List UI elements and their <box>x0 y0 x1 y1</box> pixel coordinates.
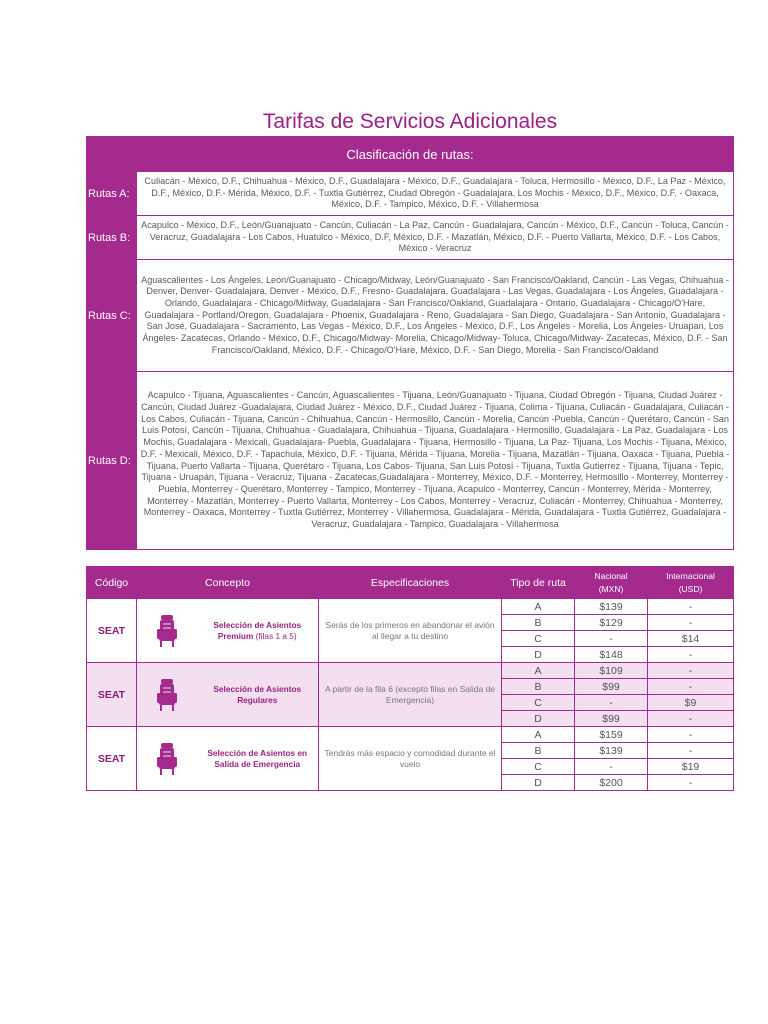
fee-row <box>87 599 734 615</box>
route-type-cell: D <box>502 647 575 663</box>
national-price-cell: $129 <box>575 615 648 631</box>
international-price-cell: - <box>648 615 734 631</box>
international-price-cell: - <box>648 599 734 615</box>
route-type-cell: A <box>502 727 575 743</box>
route-type-cell: A <box>502 599 575 615</box>
routes-header: Clasificación de rutas: <box>87 137 734 172</box>
fee-concept <box>197 663 319 727</box>
route-type-cell: D <box>502 711 575 727</box>
route-label-d: Rutas D: <box>87 372 137 550</box>
route-label-b: Rutas B: <box>87 216 137 260</box>
header-national <box>575 567 648 599</box>
fee-spec: Serás de los primeros en abandonar el avión al llegar a tu destino <box>319 599 502 663</box>
international-price-cell: $9 <box>648 695 734 711</box>
header-international <box>648 567 734 599</box>
international-price-cell: - <box>648 711 734 727</box>
national-price-cell: $139 <box>575 743 648 759</box>
fees-table <box>86 566 734 791</box>
route-type-cell: C <box>502 631 575 647</box>
route-type-cell: B <box>502 743 575 759</box>
fee-concept <box>197 727 319 791</box>
header-international-line2: (USD) <box>678 583 703 594</box>
header-code: Código <box>87 567 137 599</box>
seat-icon <box>137 663 197 727</box>
route-label-c: Rutas C: <box>87 260 137 372</box>
fee-concept-bold: Selección de Asientos en Salida de Emergencia <box>207 747 308 769</box>
route-type-cell: D <box>502 775 575 791</box>
national-price-cell: $139 <box>575 599 648 615</box>
header-concept: Concepto <box>137 567 319 599</box>
seat-icon <box>137 599 197 663</box>
national-price-cell: $99 <box>575 679 648 695</box>
national-price-cell: - <box>575 695 648 711</box>
route-text-a: Culiacán - México, D.F., Chihuahua - México, D.F., Guadalajara - México, D.F., Guadalajara - Toluca, Hermosillo - México, D.F., La Paz - México, D.F., México, D.F.- Mérida, México, D.F. - Tuxtla Gutiérrez, Ciudad Obregón - Guadalajara, Los Mochis - México, D.F., México, D.F. - Oaxaca, México, D.F. - Tampico, México, D.F. - Villahermosa <box>137 172 734 216</box>
header-international-line1: Internacional <box>666 570 715 581</box>
route-type-cell: B <box>502 615 575 631</box>
fee-code: SEAT <box>87 727 137 791</box>
international-price-cell: - <box>648 775 734 791</box>
international-price-cell: - <box>648 727 734 743</box>
header-national-line1: Nacional <box>594 570 628 581</box>
route-text-d: Acapulco - Tijuana, Aguascalientes - Cancún, Aguascalientes - Tijuana, León/Guanajuato - Tijuana, Ciudad Obregón - Tijuana, Ciudad Juárez - Cancún, Ciudad Juárez -Guadalajara, Ciudad Juárez - México, D.F., Ciudad Juárez - Tijuana, Colima - Tijuana, Culiacán - Guadalajara, Culiacán - Los Cabos, Culiacán - Tijuana, Cancún - Chihuahua, Cancún - Hermosillo, Cancún - Morelia, Cancún -Puebla, Cancún - Querétaro, Cancún - San Luis Potosí, Cancún - Tijuana, Chihuahua - Guadalajara, Chihuahua - Tijuana, Guadalajara - Hermosillo, Guadalajara - La Paz, Guadalajara - Los Mochis, Guadalajara - Mexicali, Guadalajara- Puebla, Guadalajara - Tijuana, Hermosillo - Tijuana, La Paz- Tijuana, Los Mochis - Tijuana, México, D.F. - Mexicali, México, D.F. - Tapachula, México, D.F. - Tijuana, Mérida - Tijuana, Morelia - Tijuana, Mazatlán - Tijuana, Oaxaca - Tijuana, Puebla - Tijuana, Puerto Vallarta - Tijuana, Querétaro - Tijuana, Los Cabos- Tijuana, San Luis Potosí - Tijuana, Tuxtla Gutierrez - Tijuana, Tijuana - Tepic, Tijuana - Uruapán, Tijuana - Veracruz, Tijuana - Zacatecas,Guadalajara - Monterrey, México, D.F. - Monterrey, Hermosillo - Monterrey, Monterrey - Puebla, Monterrey - Querétaro, Monterrey - Tampico, Monterrey - Tijuana, Acapulco - Monterrey, Cancún - Monterrey, Mérida - Monterrey, Monterrey - Mazatlán, Monterrey - Puerto Vallarta, Monterrey - Los Cabos, Monterrey - Veracruz, Culiacán - Monterrey, Chihuahua - Monterrey, Monterrey - Oaxaca, Monterrey - Tuxtla Gutiérrez, Monterrey - Villahermosa, Guadalajara - Mérida, Guadalajara - Tuxtla Gutiérrez, Guadalajara - Veracruz, Guadalajara - Tampico, Guadalajara - Villahermosa <box>137 372 734 550</box>
national-price-cell: $200 <box>575 775 648 791</box>
route-type-cell: C <box>502 759 575 775</box>
route-text-c: Aguascalientes - Los Ángeles, León/Guanajuato - Chicago/Midway, León/Guanajuato - San Francisco/Oakland, Cancún - Las Vegas, Chihuahua - Denver, Denver- Guadalajara, Denver - México, D.F., Fresno- Guadalajara, Guadalajara - Las Vegas, Guadalajara - Los Ángeles, Guadalajara - Orlando, Guadalajara - Chicago/Midway, Guadalajara - San Francisco/Oakland, Guadalajara - Ontario, Guadalajara - Chicago/O'Hare, Guadalajara - Portland/Oregon, Guadalajara - Phoenix, Guadalajara - Reno, Guadalajara - San Diego, Guadalajara - San Antonio, Guadalajara - San José, Guadalajara - Sacramento, Las Vegas - México, D.F., Los Ángeles - México, D.F., Los Ángeles - Morelia, Los Ángeles- Uruapan, Los Ángeles- Zacatecas, Orlando - México, D.F., Chicago/Midway- Morelia, Chicago/Midway- Toluca, Chicago/Midway- Zacatecas, México, D.F. - San Francisco/Oakland, México, D.F. - Chicago/O'Hare, México, D.F. - San Diego, Morelia - San Francisco/Oakland <box>137 260 734 372</box>
fee-spec: Tendrás más espacio y comodidad durante el vuelo <box>319 727 502 791</box>
fee-concept-bold: Selección de Asientos Premium <box>213 619 302 641</box>
fee-concept <box>197 599 319 663</box>
international-price-cell: - <box>648 647 734 663</box>
header-route-type: Tipo de ruta <box>502 567 575 599</box>
international-price-cell: - <box>648 743 734 759</box>
fee-code: SEAT <box>87 599 137 663</box>
header-spec: Especificaciones <box>319 567 502 599</box>
route-type-cell: B <box>502 679 575 695</box>
international-price-cell: $14 <box>648 631 734 647</box>
route-type-cell: C <box>502 695 575 711</box>
route-label-a: Rutas A: <box>87 172 137 216</box>
national-price-cell: - <box>575 631 648 647</box>
international-price-cell: - <box>648 663 734 679</box>
routes-table <box>86 136 734 550</box>
header-national-line2: (MXN) <box>598 583 624 594</box>
fee-row <box>87 663 734 679</box>
national-price-cell: $159 <box>575 727 648 743</box>
fee-row <box>87 727 734 743</box>
national-price-cell: $99 <box>575 711 648 727</box>
national-price-cell: $148 <box>575 647 648 663</box>
fee-concept-bold: Selección de Asientos Regulares <box>213 683 302 705</box>
seat-icon <box>137 727 197 791</box>
route-type-cell: A <box>502 663 575 679</box>
national-price-cell: $109 <box>575 663 648 679</box>
fee-concept-note: (filas 1 a 5) <box>253 630 297 641</box>
international-price-cell: - <box>648 679 734 695</box>
route-text-b: Acapulco - México, D.F., León/Guanajuato - Cancún, Culiacán - La Paz, Cancún - Guadalajara, Cancún - México, D.F., Cancún - Toluca, Cancún - Veracruz, Guadalajara - Los Cabos, Huatulco - México, D.F, México, D.F. - Mazatlán, México, D.F. - Puerto Vallarta, México, D.F. - Los Cabos, México - Veracruz <box>137 216 734 260</box>
fee-spec: A partir de la fila 6 (excepto filas en Salida de Emergencia) <box>319 663 502 727</box>
national-price-cell: - <box>575 759 648 775</box>
fee-code: SEAT <box>87 663 137 727</box>
international-price-cell: $19 <box>648 759 734 775</box>
page-title: Tarifas de Servicios Adicionales <box>262 110 558 133</box>
